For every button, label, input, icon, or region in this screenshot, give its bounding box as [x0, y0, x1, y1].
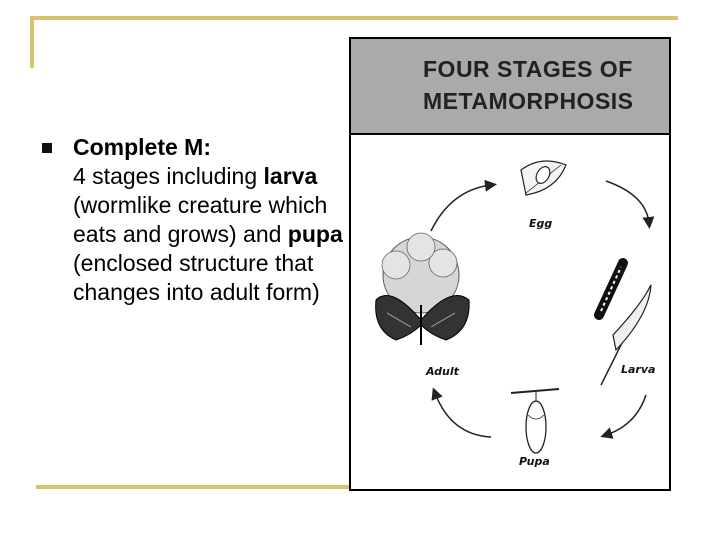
stage-label-larva: Larva — [621, 363, 656, 376]
diagram-header — [351, 39, 669, 133]
adult-butterfly-illustration — [376, 233, 469, 345]
cycle-arrow-adult-to-egg — [431, 185, 491, 231]
stage-label-egg: Egg — [529, 217, 553, 230]
bullet-text — [73, 133, 353, 307]
stage-label-pupa: Pupa — [519, 455, 550, 468]
larva-description: (wormlike creature which eats and grows) and — [73, 192, 328, 247]
diagram-title-line-2: METAMORPHOSIS — [423, 88, 634, 114]
diagram-title — [423, 53, 663, 117]
diagram-title-line-1: FOUR STAGES OF — [423, 56, 633, 82]
egg-illustration — [521, 161, 566, 195]
term-larva: larva — [263, 163, 318, 189]
bullet-square-icon — [42, 143, 52, 153]
metamorphosis-diagram — [349, 37, 671, 491]
bullet-line: 4 stages including — [73, 163, 258, 189]
slide-frame-left-line — [30, 16, 34, 68]
slide-frame-top-line — [30, 16, 678, 20]
cycle-arrow-pupa-to-adult — [435, 393, 491, 437]
pupa-illustration — [511, 389, 559, 453]
cycle-arrow-egg-to-larva — [606, 181, 649, 223]
term-pupa: pupa — [287, 221, 343, 247]
life-cycle-illustration — [351, 135, 669, 489]
slide-frame-bottom-line — [36, 485, 358, 489]
stage-label-adult: Adult — [426, 365, 459, 378]
cycle-arrow-larva-to-pupa — [606, 395, 646, 435]
bullet-heading: Complete M: — [73, 134, 211, 160]
pupa-description: (enclosed structure that changes into adult form) — [73, 250, 320, 305]
